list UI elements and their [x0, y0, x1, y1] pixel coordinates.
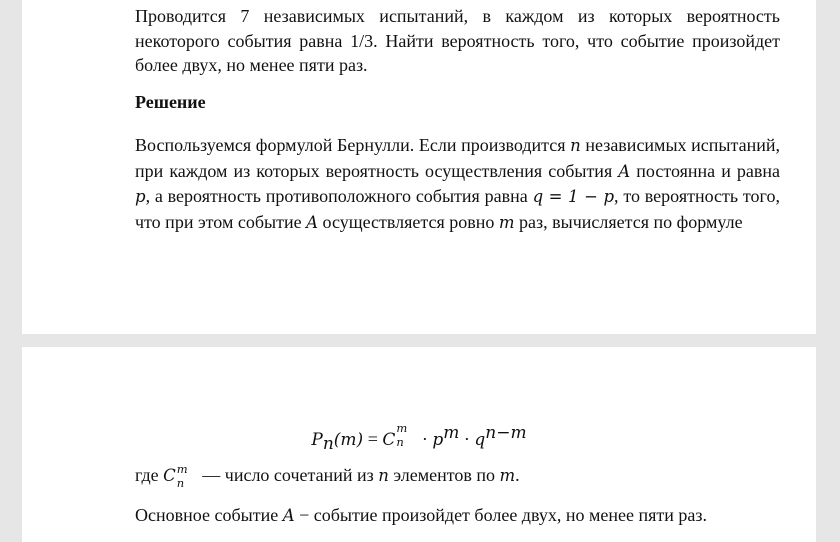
- document-page-1: [22, 0, 816, 334]
- main-event-definition: Основное событие A − событие произойдет более двух, но менее пяти раз.: [135, 505, 707, 525]
- problem-statement: Проводится 7 независимых испытаний, в каждом из которых вероятность некоторого события равна 1/3. Найти вероятность того, что событие произойдет более двух, но менее пяти раз.: [135, 6, 780, 75]
- bernoulli-paragraph: Воспользуемся формулой Бернулли. Если производится n независимых испытаний, при каждом из которых вероятность осуществления события A постоянна и равна p, а вероятность противоположного события равна q = 1 − p, то вероятность того, что при этом событие A осуществляется ровно m раз, вычисляется по формуле: [135, 135, 780, 232]
- bernoulli-formula: $P_n(m) = C$ m n · $p^m \cdot q^{n-m}$: [311, 421, 527, 454]
- combinations-definition: где C m n — число сочетаний из n элементов по m.: [135, 462, 520, 490]
- document-page-2: [22, 347, 816, 542]
- solution-heading: Решение: [135, 92, 206, 112]
